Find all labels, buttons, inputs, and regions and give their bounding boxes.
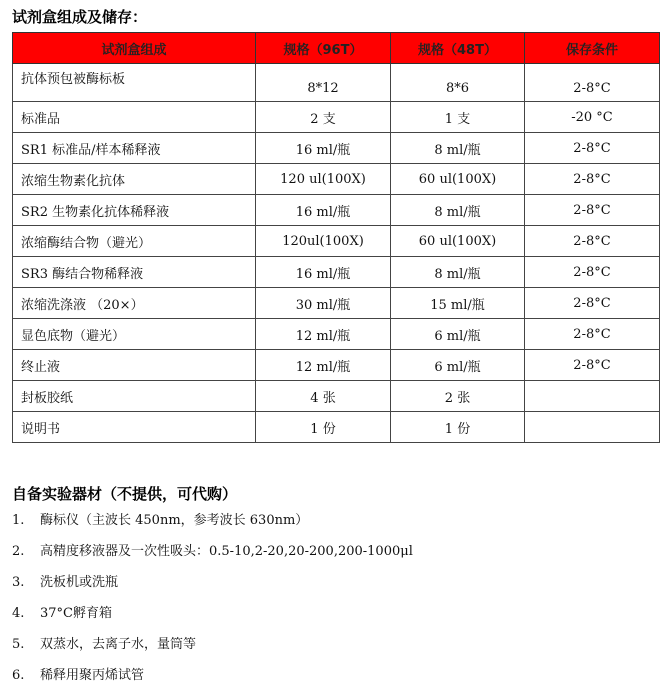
spec-96t: 12 ml/瓶 [256, 319, 391, 350]
storage-condition [525, 381, 660, 412]
table-row [13, 164, 660, 195]
component-name: SR2 生物素化抗体稀释液 [13, 195, 256, 226]
kit-composition-table [12, 32, 660, 443]
spec-48t: 6 ml/瓶 [391, 350, 525, 381]
header-storage: 保存条件 [525, 33, 660, 64]
component-name: 说明书 [13, 412, 256, 443]
component-name: 抗体预包被酶标板 [13, 64, 256, 102]
table-row [13, 257, 660, 288]
storage-condition: 2-8°C [525, 164, 660, 195]
spec-48t: 15 ml/瓶 [391, 288, 525, 319]
item-number: 1. [12, 513, 25, 528]
kit-composition-title: 试剂盒组成及储存： [12, 8, 148, 26]
table-row [13, 381, 660, 412]
spec-48t: 8 ml/瓶 [391, 257, 525, 288]
table-row [13, 195, 660, 226]
component-name: 浓缩生物素化抗体 [13, 164, 256, 195]
item-text: 双蒸水，去离子水，量筒等 [40, 637, 197, 652]
table-header-row [13, 33, 660, 64]
storage-condition: 2-8°C [525, 64, 660, 102]
storage-condition: 2-8°C [525, 319, 660, 350]
spec-48t: 1 支 [391, 102, 525, 133]
table-row [13, 226, 660, 257]
component-name: 封板胶纸 [13, 381, 256, 412]
item-text: 洗板机或洗瓶 [40, 575, 119, 590]
list-item [12, 666, 413, 697]
spec-48t: 2 张 [391, 381, 525, 412]
table-row [13, 102, 660, 133]
spec-96t: 120 ul(100X) [256, 164, 391, 195]
storage-condition: 2-8°C [525, 226, 660, 257]
spec-96t: 30 ml/瓶 [256, 288, 391, 319]
header-spec-48t: 规格（48T） [391, 33, 525, 64]
spec-48t: 8 ml/瓶 [391, 133, 525, 164]
table-row [13, 350, 660, 381]
spec-96t: 16 ml/瓶 [256, 195, 391, 226]
spec-96t: 8*12 [256, 64, 391, 102]
list-item [12, 635, 413, 666]
spec-96t: 1 份 [256, 412, 391, 443]
storage-condition: 2-8°C [525, 350, 660, 381]
spec-96t: 4 张 [256, 381, 391, 412]
spec-48t: 1 份 [391, 412, 525, 443]
component-name: 显色底物（避光） [13, 319, 256, 350]
item-number: 6. [12, 668, 25, 683]
component-name: 终止液 [13, 350, 256, 381]
storage-condition: -20 °C [525, 102, 660, 133]
spec-96t: 12 ml/瓶 [256, 350, 391, 381]
storage-condition: 2-8°C [525, 195, 660, 226]
storage-condition: 2-8°C [525, 257, 660, 288]
component-name: SR3 酶结合物稀释液 [13, 257, 256, 288]
component-name: 标准品 [13, 102, 256, 133]
item-number: 3. [12, 575, 25, 590]
spec-96t: 2 支 [256, 102, 391, 133]
spec-48t: 60 ul(100X) [391, 164, 525, 195]
spec-96t: 16 ml/瓶 [256, 133, 391, 164]
component-name: 浓缩酶结合物（避光） [13, 226, 256, 257]
item-text: 稀释用聚丙烯试管 [40, 668, 145, 683]
spec-48t: 8 ml/瓶 [391, 195, 525, 226]
item-number: 4. [12, 606, 25, 621]
spec-48t: 60 ul(100X) [391, 226, 525, 257]
storage-condition: 2-8°C [525, 288, 660, 319]
list-item [12, 542, 413, 573]
component-name: 浓缩洗涤液 （20×） [13, 288, 256, 319]
item-text: 37°C孵育箱 [40, 606, 112, 621]
item-text: 酶标仪（主波长 450nm，参考波长 630nm） [40, 513, 309, 528]
spec-48t: 6 ml/瓶 [391, 319, 525, 350]
table-row [13, 64, 660, 102]
item-text: 高精度移液器及一次性吸头：0.5-10,2-20,20-200,200-1000μl [40, 544, 413, 559]
list-item [12, 604, 413, 635]
storage-condition: 2-8°C [525, 133, 660, 164]
equipment-title: 自备实验器材（不提供，可代购） [12, 485, 238, 503]
table-row [13, 319, 660, 350]
spec-48t: 8*6 [391, 64, 525, 102]
component-name: SR1 标准品/样本稀释液 [13, 133, 256, 164]
list-item [12, 511, 413, 542]
list-item [12, 573, 413, 604]
equipment-list [12, 511, 413, 697]
table-row [13, 133, 660, 164]
spec-96t: 16 ml/瓶 [256, 257, 391, 288]
header-component: 试剂盒组成 [13, 33, 256, 64]
item-number: 5. [12, 637, 25, 652]
spec-96t: 120ul(100X) [256, 226, 391, 257]
table-row [13, 288, 660, 319]
header-spec-96t: 规格（96T） [256, 33, 391, 64]
storage-condition [525, 412, 660, 443]
item-number: 2. [12, 544, 25, 559]
table-row [13, 412, 660, 443]
